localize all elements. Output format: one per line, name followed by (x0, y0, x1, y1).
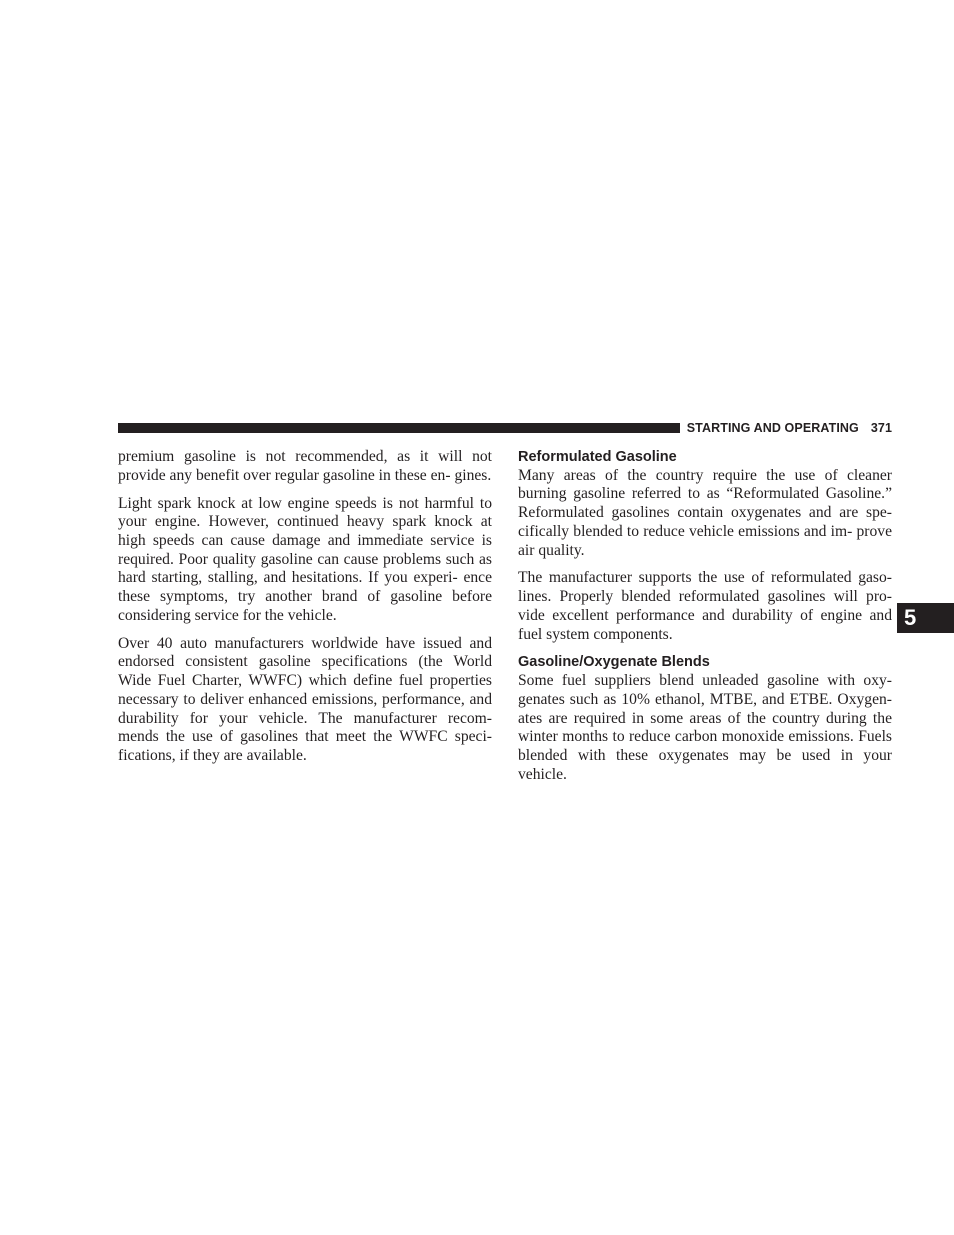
body-paragraph: premium gasoline is not recommended, as it will not provide any benefit over regular gasoline in these en- gines. (118, 448, 492, 484)
header-rule (118, 423, 680, 433)
body-paragraph: Some fuel suppliers blend unleaded gasoline with oxy- genates such as 10% ethanol, MTBE, and ETBE. Oxygen- ates are required in some areas of the country during the winter months to reduce carbon monoxide emissions. Fuels blended with these oxygenates may be used in your vehicle. (518, 672, 892, 783)
running-header (680, 419, 892, 437)
body-paragraph: Many areas of the country require the use of cleaner burning gasoline referred to as “Reformulated Gasoline.” Reformulated gasolines contain oxygenates and are spe- cifically blended to reduce vehicle emissions and im- prove air quality. (518, 466, 892, 559)
section-title: STARTING AND OPERATING (686, 421, 859, 435)
section-heading-reformulated-gasoline: Reformulated Gasoline (518, 449, 677, 465)
chapter-number: 5 (904, 605, 917, 630)
body-paragraph: Light spark knock at low engine speeds is not harmful to your engine. However, continued heavy spark knock at high speeds can cause damage and immediate service is required. Poor quality gasoline can cause problems such as hard starting, stalling, and hesitations. If you experi- ence these symptoms, try another brand of gasoline before considering service for the vehicle. (118, 494, 492, 624)
section-heading-oxygenate-blends: Gasoline/Oxygenate Blends (518, 654, 710, 671)
body-paragraph: Over 40 auto manufacturers worldwide have issued and endorsed consistent gasoline specifications (the World Wide Fuel Charter, WWFC) which define fuel properties necessary to deliver enhanced emissions, performance, and durability for your vehicle. The manufacturer recom- mends the use of gasolines that meet the WWFC speci- fications, if they are available. (118, 634, 492, 764)
right-column (518, 448, 892, 794)
page-number: 371 (870, 421, 892, 435)
body-paragraph: The manufacturer supports the use of reformulated gaso- lines. Properly blended reformulated gasolines will pro- vide excellent performance and durability of engine and fuel system components. (518, 569, 892, 643)
chapter-tab (897, 603, 954, 633)
left-column (118, 448, 492, 775)
